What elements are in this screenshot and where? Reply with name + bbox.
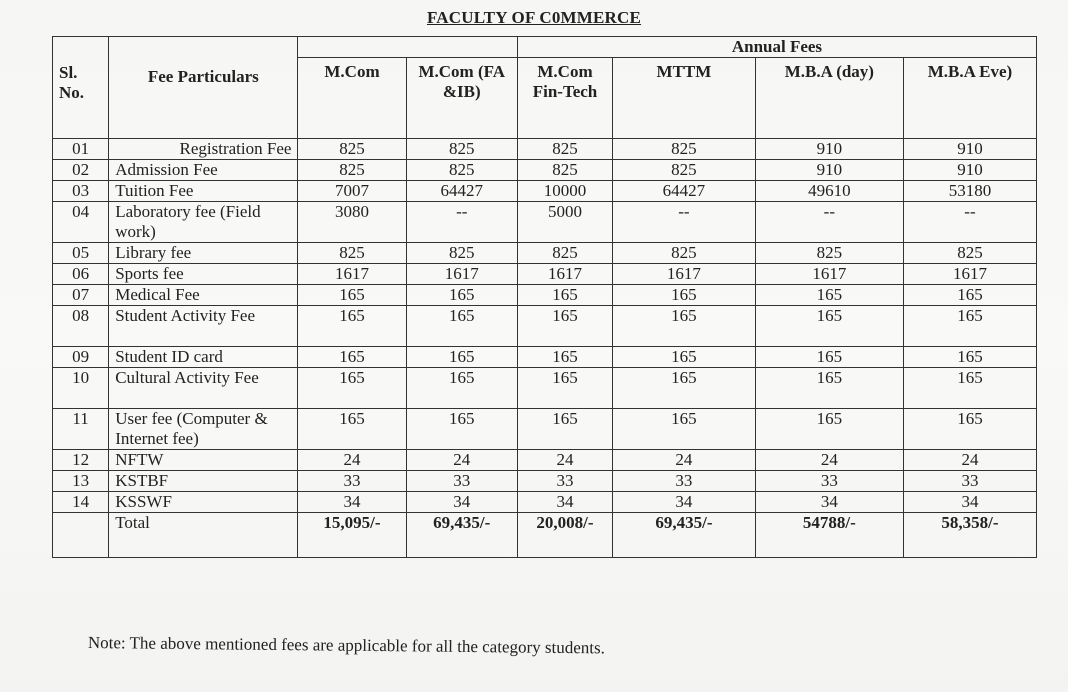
sl-no-cell: 09	[53, 347, 109, 368]
fee-value-cell: 34	[298, 492, 406, 513]
footer-note: Note: The above mentioned fees are applicable for all the category students.	[87, 633, 606, 658]
fee-value-cell: 165	[406, 347, 517, 368]
fee-value-cell: --	[406, 202, 517, 243]
total-value-cell: 15,095/-	[298, 513, 406, 558]
total-row	[53, 513, 1037, 558]
fee-value-cell: 1617	[406, 264, 517, 285]
table-row	[53, 306, 1037, 347]
sl-no-cell: 06	[53, 264, 109, 285]
total-value-cell: 69,435/-	[406, 513, 517, 558]
fee-value-cell: 825	[298, 243, 406, 264]
fee-value-cell: 165	[903, 306, 1036, 347]
table-row	[53, 202, 1037, 243]
fee-value-cell: 165	[298, 409, 406, 450]
fee-value-cell: 165	[903, 368, 1036, 409]
fee-value-cell: 1617	[903, 264, 1036, 285]
table-row	[53, 264, 1037, 285]
fee-value-cell: 24	[406, 450, 517, 471]
table-row	[53, 409, 1037, 450]
fee-value-cell: 24	[903, 450, 1036, 471]
fee-particular-cell: Registration Fee	[109, 139, 298, 160]
fee-value-cell: 33	[903, 471, 1036, 492]
table-row	[53, 160, 1037, 181]
fee-value-cell: 1617	[298, 264, 406, 285]
fee-particular-cell: Laboratory fee (Field work)	[109, 202, 298, 243]
fee-value-cell: 34	[517, 492, 612, 513]
fee-value-cell: 165	[406, 409, 517, 450]
header-row-top	[53, 37, 1037, 58]
table-row	[53, 139, 1037, 160]
sl-no-cell: 11	[53, 409, 109, 450]
fee-value-cell: 825	[517, 139, 612, 160]
header-blank-cell	[298, 37, 517, 58]
fee-value-cell: 165	[298, 347, 406, 368]
program-header: MTTM	[613, 58, 756, 139]
fee-value-cell: 165	[613, 409, 756, 450]
fee-value-cell: 3080	[298, 202, 406, 243]
fee-value-cell: 165	[903, 285, 1036, 306]
annual-fees-header: Annual Fees	[517, 37, 1036, 58]
table-row	[53, 285, 1037, 306]
fee-value-cell: 53180	[903, 181, 1036, 202]
faculty-heading: FACULTY OF C0MMERCE	[426, 8, 642, 27]
fee-value-cell: 33	[613, 471, 756, 492]
table-row	[53, 471, 1037, 492]
fee-value-cell: 825	[298, 160, 406, 181]
fee-value-cell: 165	[613, 306, 756, 347]
sl-no-cell: 01	[53, 139, 109, 160]
sl-no-cell: 04	[53, 202, 109, 243]
fee-particular-cell: Student Activity Fee	[109, 306, 298, 347]
fee-value-cell: 165	[755, 347, 903, 368]
total-label: Total	[109, 513, 298, 558]
fee-value-cell: 165	[755, 285, 903, 306]
fee-particular-cell: Student ID card	[109, 347, 298, 368]
fee-particular-cell: Cultural Activity Fee	[109, 368, 298, 409]
fee-value-cell: 910	[755, 139, 903, 160]
fee-value-cell: 165	[406, 368, 517, 409]
fee-value-cell: 165	[406, 285, 517, 306]
sl-no-cell: 05	[53, 243, 109, 264]
fee-value-cell: 165	[517, 368, 612, 409]
fee-value-cell: 165	[903, 347, 1036, 368]
fee-value-cell: 825	[613, 243, 756, 264]
fee-value-cell: 7007	[298, 181, 406, 202]
fee-value-cell: --	[903, 202, 1036, 243]
fee-value-cell: 1617	[755, 264, 903, 285]
fee-value-cell: 49610	[755, 181, 903, 202]
fee-value-cell: 34	[755, 492, 903, 513]
fee-value-cell: 33	[517, 471, 612, 492]
fee-value-cell: 64427	[613, 181, 756, 202]
fee-value-cell: 165	[755, 409, 903, 450]
fee-value-cell: 165	[517, 306, 612, 347]
fee-value-cell: 10000	[517, 181, 612, 202]
table-row	[53, 492, 1037, 513]
fee-value-cell: 165	[903, 409, 1036, 450]
fee-value-cell: 165	[613, 347, 756, 368]
fee-value-cell: 24	[755, 450, 903, 471]
fee-value-cell: 825	[298, 139, 406, 160]
sl-no-cell: 14	[53, 492, 109, 513]
fee-particular-cell: Sports fee	[109, 264, 298, 285]
fee-value-cell: 825	[613, 160, 756, 181]
fee-value-cell: 24	[613, 450, 756, 471]
total-value-cell: 69,435/-	[613, 513, 756, 558]
fee-value-cell: 33	[755, 471, 903, 492]
total-sl-blank	[53, 513, 109, 558]
fee-particular-cell: NFTW	[109, 450, 298, 471]
fee-value-cell: 910	[903, 160, 1036, 181]
fee-value-cell: 825	[406, 243, 517, 264]
fee-value-cell: 165	[517, 347, 612, 368]
fee-value-cell: 34	[406, 492, 517, 513]
fee-value-cell: 825	[406, 160, 517, 181]
total-value-cell: 20,008/-	[517, 513, 612, 558]
fee-table	[52, 36, 1037, 558]
fee-value-cell: 1617	[517, 264, 612, 285]
fee-particular-cell: User fee (Computer & Internet fee)	[109, 409, 298, 450]
fee-particular-cell: KSTBF	[109, 471, 298, 492]
fee-value-cell: 33	[298, 471, 406, 492]
sl-no-cell: 07	[53, 285, 109, 306]
fee-value-cell: 24	[298, 450, 406, 471]
sl-no-cell: 13	[53, 471, 109, 492]
fee-particular-cell: Library fee	[109, 243, 298, 264]
sl-no-header: Sl. No.	[53, 37, 109, 139]
fee-value-cell: 825	[406, 139, 517, 160]
sl-no-cell: 12	[53, 450, 109, 471]
fee-value-cell: 165	[298, 285, 406, 306]
table-row	[53, 347, 1037, 368]
sl-no-cell: 02	[53, 160, 109, 181]
fee-value-cell: 825	[613, 139, 756, 160]
fee-value-cell: 910	[755, 160, 903, 181]
total-value-cell: 54788/-	[755, 513, 903, 558]
fee-value-cell: 165	[755, 368, 903, 409]
fee-value-cell: 1617	[613, 264, 756, 285]
total-value-cell: 58,358/-	[903, 513, 1036, 558]
fee-value-cell: 165	[755, 306, 903, 347]
table-row	[53, 368, 1037, 409]
program-header: M.Com	[298, 58, 406, 139]
fee-value-cell: --	[755, 202, 903, 243]
program-header: M.Com Fin-Tech	[517, 58, 612, 139]
table-row	[53, 450, 1037, 471]
fee-value-cell: 910	[903, 139, 1036, 160]
fee-value-cell: --	[613, 202, 756, 243]
program-header: M.B.A Eve)	[903, 58, 1036, 139]
fee-particular-cell: KSSWF	[109, 492, 298, 513]
fee-table-body	[53, 139, 1037, 558]
fee-value-cell: 165	[517, 409, 612, 450]
fee-value-cell: 825	[755, 243, 903, 264]
fee-value-cell: 5000	[517, 202, 612, 243]
sl-no-cell: 08	[53, 306, 109, 347]
fee-value-cell: 24	[517, 450, 612, 471]
fee-value-cell: 165	[298, 368, 406, 409]
program-header: M.B.A (day)	[755, 58, 903, 139]
table-row	[53, 181, 1037, 202]
fee-value-cell: 165	[613, 368, 756, 409]
fee-value-cell: 33	[406, 471, 517, 492]
fee-value-cell: 825	[517, 160, 612, 181]
fee-value-cell: 34	[903, 492, 1036, 513]
fee-particular-cell: Tuition Fee	[109, 181, 298, 202]
fee-particular-cell: Medical Fee	[109, 285, 298, 306]
fee-value-cell: 64427	[406, 181, 517, 202]
fee-particular-cell: Admission Fee	[109, 160, 298, 181]
fee-value-cell: 165	[406, 306, 517, 347]
fee-value-cell: 825	[517, 243, 612, 264]
fee-value-cell: 825	[903, 243, 1036, 264]
fee-particulars-header: Fee Particulars	[109, 37, 298, 139]
fee-value-cell: 165	[613, 285, 756, 306]
sl-no-cell: 03	[53, 181, 109, 202]
program-header: M.Com (FA &IB)	[406, 58, 517, 139]
fee-value-cell: 165	[298, 306, 406, 347]
fee-value-cell: 34	[613, 492, 756, 513]
table-row	[53, 243, 1037, 264]
fee-value-cell: 165	[517, 285, 612, 306]
sl-no-cell: 10	[53, 368, 109, 409]
